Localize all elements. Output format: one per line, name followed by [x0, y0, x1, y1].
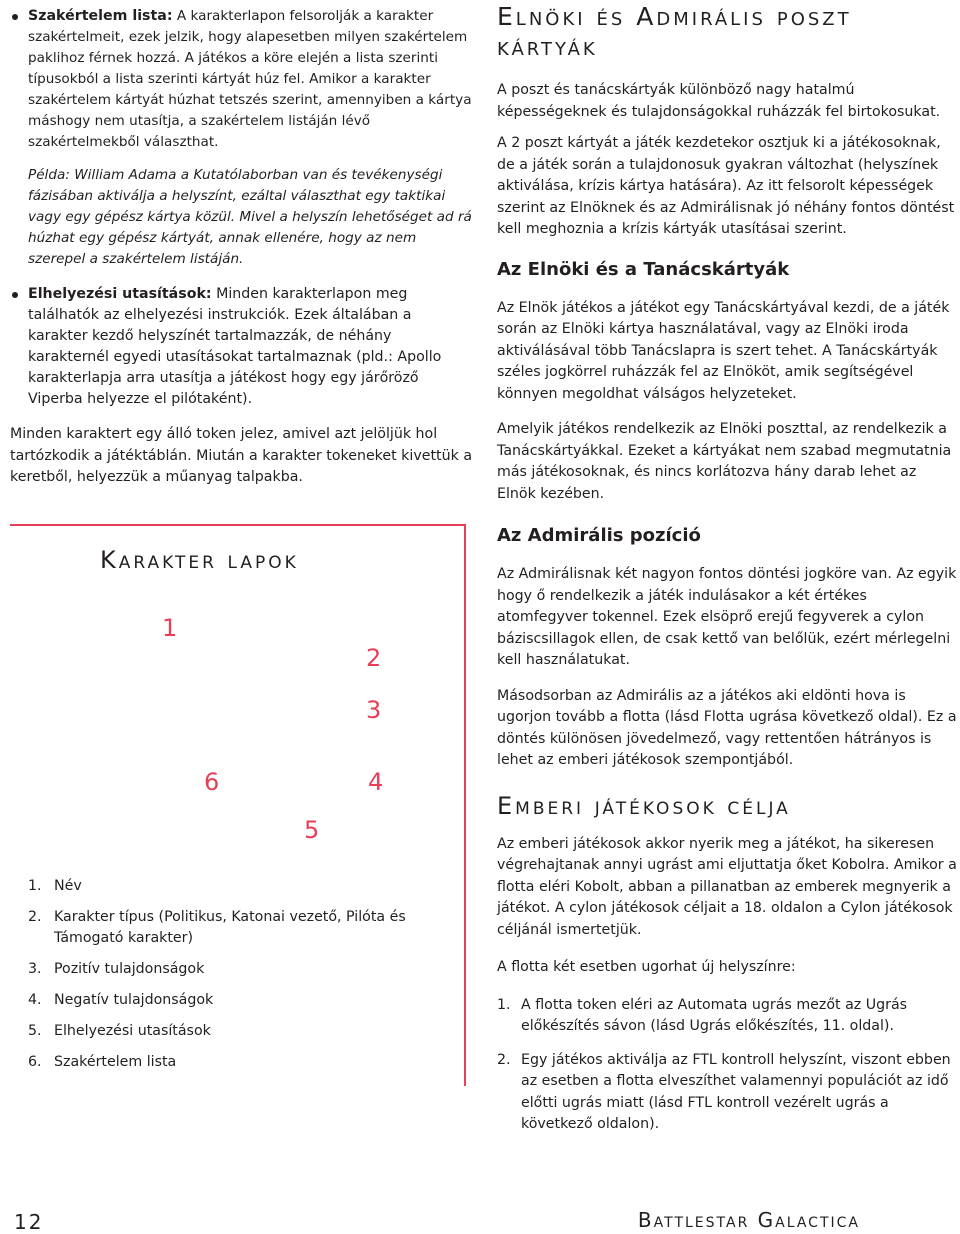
rules-bullet-list [10, 6, 472, 410]
heading-council-cards: Az Elnöki és a Tanácskártyák [497, 258, 790, 280]
callout-6: 6 [204, 768, 220, 796]
section-title-human-goal: Emberi játékosok célja [497, 791, 791, 820]
legend-item: 3. Pozitív tulajdonságok [28, 961, 205, 977]
paragraph: Az Elnök játékos a játékot egy Tanácskártyával kezdi, de a játék során az Elnöki kártya használatával, vagy az Elnöki iroda aktiválásával több Tanácslapra is szert tehet. A Tanácskártyák széles jogkörrel ruházzák fel az Elnököt, amik segítségével könnyen megoldhat válságos helyzeteket. [497, 299, 950, 402]
bullet-text: A karakterlapon felsorolják a karakter szakértelmeit, ezek jelzik, hogy alapesetben milyen szakértelem paklihoz férnek hozzá. A játékos a köre elején a lista szerinti típusokból a lista szerinti kártyát húz fel. Amikor a karakter szakértelem kártyát húzhat tetszés szerint, amennyiben a kártya máshogy nem utasítja, a szakértelem listáján lévő szakértelmekből választhat. [28, 8, 472, 150]
left-column [10, 6, 472, 489]
token-paragraph: Minden karaktert egy álló token jelez, amivel azt jelöljük hol tartózkodik a játéktáblán. Miután a karakter tokeneket kivettük a keretből, helyezzük a műanyag talpakba. [10, 426, 473, 485]
card-legend-list [28, 876, 428, 1083]
callout-2: 2 [366, 644, 382, 672]
paragraph: A poszt és tanácskártyák különböző nagy hatalmú képességeknek és tulajdonságokkal ruházzák fel birtokosukat. [497, 82, 941, 120]
legend-item: 2. Karakter típus (Politikus, Katonai vezető, Pilóta és Támogató karakter) [28, 909, 406, 946]
list-item: 2. Egy játékos aktiválja az FTL kontroll helyszínt, viszont ebben az esetben a flotta elveszíthet valamennyi populációt az idő előtti ugrás miatt (lásd FTL kontroll vezérelt ugrás a következő oldalon). [497, 1051, 951, 1132]
legend-item: 6. Szakértelem lista [28, 1054, 177, 1070]
paragraph: Az emberi játékosok akkor nyerik meg a játékot, ha sikeresen végrehajtanak annyi ugrást ami eljuttatja őket Kobolra. Amikor a flotta eléri Kobolt, abban a pillanatban az emberek megnyerik a játékot. A cylon játékosok céljait a 18. oldalon a Cylon játékosok céljánál ismertetjük. [497, 835, 957, 938]
section-title-posts: Elnöki és Admirális poszt kártyák [497, 2, 852, 61]
page-number: 12 [14, 1210, 44, 1234]
callout-5: 5 [304, 816, 320, 844]
footer-title: Battlestar Galactica [637, 1208, 860, 1232]
legend-item: 1. Név [28, 878, 82, 894]
card-title: Karakter lapok [100, 546, 299, 574]
example-paragraph: Példa: William Adama a Kutatólaborban van és tevékenységi fázisában aktiválja a helyszínt, ezáltal választhat egy taktikai vagy egy gépész kártya közül. Mivel a helyszín lehetőséget ad rá húzhat egy gépész kártyát, annak ellenére, hogy az nem szerepel a szakértelem listáján. [28, 167, 472, 267]
paragraph: A flotta két esetben ugorhat új helyszínre: [497, 959, 796, 975]
paragraph: Másodsorban az Admirális az a játékos aki eldönti hova is ugorjon tovább a flotta (lásd Flotta ugrása következő oldal). Ez a döntés különösen jövedelmező, vagy rettentően hátrányos is lehet az emberi játékosok szempontjából. [497, 687, 957, 768]
right-column [497, 2, 957, 1148]
legend-item: 4. Negatív tulajdonságok [28, 992, 214, 1008]
jump-conditions-list [497, 995, 957, 1136]
paragraph: Az Admirálisnak két nagyon fontos döntési jogköre van. Az egyik hogy ő rendelkezik a játék indulásakor a két értékes atomfegyver tokennel. Ezek elsöprő erejű fegyverek a cylon báziscsillagok ellen, de csak kettő van belőlük, ezért mérlegelni kell használatukat. [497, 566, 957, 668]
callout-4: 4 [368, 768, 384, 796]
list-item: 1. A flotta token eléri az Automata ugrás mezőt az Ugrás előkészítés sávon (lásd Ugrás előkészítés, 11. oldal). [497, 996, 908, 1034]
legend-item: 5. Elhelyezési utasítások [28, 1023, 211, 1039]
bullet-term: Szakértelem lista: [28, 8, 173, 24]
bullet-setup-instructions [10, 284, 472, 410]
character-sheet-box [10, 524, 466, 1086]
callout-1: 1 [162, 614, 178, 642]
bullet-text: Minden karakterlapon meg találhatók az elhelyezési instrukciók. Ezek általában a karakter kezdő helyszínét tartalmazzák, de néhány karakternél egyedi utasításokat tartalmaznak (pld.: Apollo karakterlapja arra utasítja a játékost hogy egy járőröző Viperba helyezze el pilótaként). [28, 286, 442, 407]
bullet-skill-list [10, 6, 472, 270]
paragraph: A 2 poszt kártyát a játék kezdetekor osztjuk ki a játékosoknak, de a játék során a tulajdonosuk gyakran változhat (helyszínek aktiválása, krízis kártya hatására). Az itt felsorolt képességek szerint az Elnöknek és az Admirálisnak jó néhány fontos döntést kell meghoznia a krízis kártyák utasításai szerint. [497, 135, 955, 237]
callout-3: 3 [366, 696, 382, 724]
paragraph: Amelyik játékos rendelkezik az Elnöki poszttal, az rendelkezik a Tanácskártyákkal. Ezeket a kártyákat nem szabad megmutatnia más játékosoknak, és nincs korlátozva hány darab lehet az Elnök kezében. [497, 421, 952, 502]
bullet-term: Elhelyezési utasítások: [28, 286, 212, 302]
heading-admiral: Az Admirális pozíció [497, 525, 701, 546]
